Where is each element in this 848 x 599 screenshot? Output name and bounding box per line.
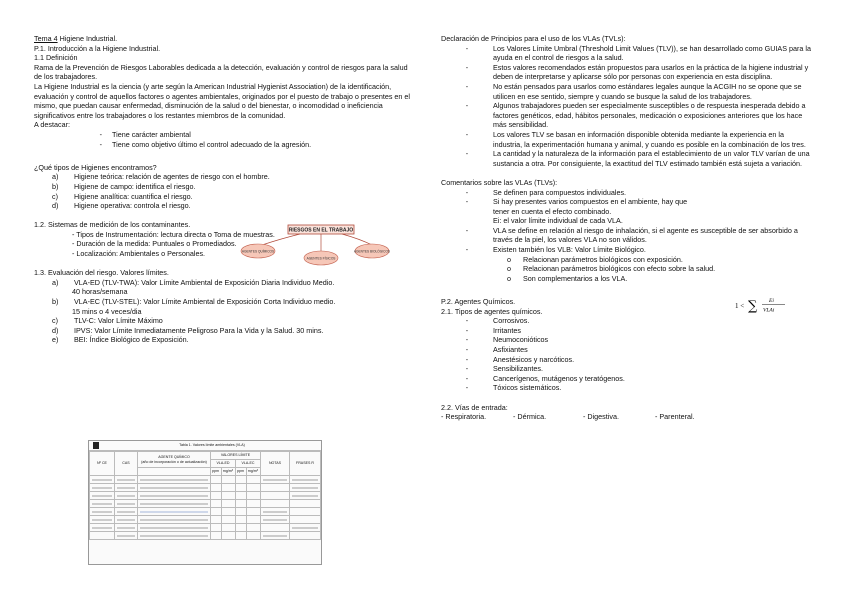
definition-1: Rama de la Prevención de Riesgos Laborables dedicada a la detección, evaluación y control de riesgos para la salud de los trabajadores. <box>34 62 408 82</box>
col-header: Nº CE <box>90 452 115 476</box>
hygiene-type-item: a) Higiene teórica: relación de agentes de riesgo con el hombre. <box>52 172 270 182</box>
col-header: FRASES R <box>290 452 321 476</box>
chemical-type-item: - Tóxicos sistemáticos. <box>465 383 562 393</box>
combined-effect-formula <box>735 293 795 317</box>
principle-item: - La cantidad y la naturaleza de la información para el establecimiento de un valor TLV varían de una sustancia a otra. Por consiguiente, la exactitud del TLV estimado también está sujeta a variación. <box>465 149 810 168</box>
limit-item: e) BEI: Índice Biológico de Exposición. <box>52 335 189 345</box>
principle-item: - Los Valores Límite Umbral (Threshold Limit Values (TLV)), se han desarrollado como GUIAS para la ayuda en el control de riesgos a la salud. <box>465 43 811 63</box>
limit-values-table <box>88 440 322 565</box>
col-header: mg/m³ <box>246 468 260 476</box>
col-header: ppm <box>211 468 222 476</box>
table-grid <box>89 451 321 540</box>
col-header: VALORES LÍMITE <box>211 452 261 460</box>
entry-route: - Respiratoria. <box>441 412 487 422</box>
section-p2: P.2. Agentes Químicos. <box>441 297 516 307</box>
col-header: AGENTE QUÍMICO (año de incorporación o de actualización) <box>138 452 211 468</box>
section-1-2: 1.2. Sistemas de medición de los contaminantes. <box>34 220 191 230</box>
definition-2: La Higiene Industrial es la ciencia (y arte según la American Industrial Hygienist Association) de la identificación, evaluación y control de aquellos factores o agentes ambientales, originados por el puesto de trabajo o presentes en el mismo, que puedan causar enfermedad, disminución de la salud o del bienestar, o incomodidad o ineficiencia significativos entre los trabajadores o los restantes miembros de la comunidad. <box>34 81 410 120</box>
table-row <box>90 532 321 540</box>
entry-route: - Dérmica. <box>513 412 547 422</box>
comment-item: - Se definen para compuestos individuales. <box>465 187 627 197</box>
principle-item: - No están pensados para usarlos como estándares legales aunque la ACGIH no se opone que se utilicen en ese sentido, siempre y cuando se busque la salud de los trabajadores. <box>465 81 802 101</box>
chemical-type-item: - Asfixiantes <box>465 345 528 354</box>
principle-item: - Algunos trabajadores pueden ser especialmente susceptibles o de respuesta inesperada debido a factores genéticos, edad, hábitos personales, medicación o exposiciones anteriores que los hace más sensibilidad. <box>465 101 806 130</box>
vlb-item: o Relacionan parámetros biológicos con efecto sobre la salud. <box>507 264 716 274</box>
hygiene-types-question: ¿Qué tipos de Higienes encontramos? <box>34 162 157 172</box>
limit-item-detail: 40 horas/semana <box>72 287 128 297</box>
table-row <box>90 476 321 484</box>
principle-item: - Los valores TLV se basan en información disponible obtenida mediante la experiencia en la industria, la experimentación humana y animal, y cuando es posible en la combinación de los tres. <box>465 129 806 149</box>
chemical-agents-label: AGENTES QUÍMICOS <box>241 249 275 254</box>
measurement-item: - Localización: Ambientales o Personales. <box>72 249 206 259</box>
biological-agents-label: AGENTES BIOLÓGICOS <box>353 249 390 254</box>
table-row <box>90 516 321 524</box>
vlb-item: o Relacionan parámetros biológicos con exposición. <box>507 254 683 264</box>
right-column <box>441 34 813 422</box>
topic-heading <box>34 34 410 44</box>
ei-definition: Ei: el valor límite individual de cada VLA. <box>493 216 623 226</box>
col-header: NOTAS <box>261 452 290 476</box>
diagram-title: RIESGOS EN EL TRABAJO <box>288 227 354 234</box>
highlight-label: A destacar: <box>34 120 70 130</box>
risk-diagram <box>240 223 390 269</box>
comment-item: - Si hay presentes varios compuestos en el ambiente, hay que tener en cuenta el efecto combinado. <box>465 197 688 216</box>
section-2-2: 2.2. Vías de entrada: <box>441 402 508 412</box>
entry-route: - Parenteral. <box>655 412 695 422</box>
principle-item: - Estos valores recomendados están propuestos para usarlos en la práctica de la higiene industrial y deben de interpretarse y aplicarse sólo por personas con experiencia en esta disciplina. <box>465 62 809 82</box>
col-header: CAS <box>115 452 138 476</box>
limit-item-detail: 15 mins o 4 veces/dia <box>72 306 142 316</box>
table-caption: Tabla 1. Valores límite ambientales (VLA) <box>179 443 245 448</box>
chemical-type-item: - Cancerígenos, mutágenos y teratógenos. <box>465 373 625 383</box>
section-p1: P.1. Introducción a la Higiene Industrial. <box>34 43 161 53</box>
highlight-item: - Tiene carácter ambiental <box>99 129 191 139</box>
principles-heading: Declaración de Principios para el uso de los VLAs (TVLs): <box>441 34 626 43</box>
comments-heading: Comentarios sobre las VLAs (TLVs): <box>441 177 558 187</box>
limit-item: d) IPVS: Valor Límite Inmediatamente Peligroso Para la Vida y la Salud. 30 mins. <box>52 325 324 335</box>
section-2-1: 2.1. Tipos de agentes químicos. <box>441 306 543 316</box>
chemical-type-item: - Neumoconióticos <box>465 335 549 345</box>
col-header: VLA-EC <box>235 460 260 468</box>
col-header: VLA-ED <box>211 460 236 468</box>
entry-routes <box>441 412 813 422</box>
comment-item: - Existen también los VLB: Valor Límite Biológico. <box>465 245 646 255</box>
table-row <box>90 484 321 492</box>
limit-item: c) TLV-C: Valor Límite Máximo <box>52 316 163 326</box>
table-row <box>90 492 321 500</box>
topic-label: Tema 4 <box>34 34 58 43</box>
formula-numerator: Ei <box>769 298 774 304</box>
hygiene-type-item: b) Higiene de campo: identifica el riesgo. <box>52 181 196 191</box>
highlight-item: - Tiene como objetivo último el control adecuado de la agresión. <box>99 139 312 149</box>
table-row <box>90 524 321 532</box>
chemical-type-item: - Corrosivos. <box>465 316 530 326</box>
limit-item: b) VLA-EC (TLV-STEL): Valor Límite Ambiental de Exposición Corta Individuo medio. <box>52 297 336 307</box>
chemical-type-item: - Irritantes <box>465 325 521 335</box>
table-row <box>90 508 321 516</box>
table-row <box>90 500 321 508</box>
sum-icon: ∑ <box>748 299 758 314</box>
formula-lhs: 1 < <box>735 302 745 310</box>
measurement-item: - Tipos de Instrumentación: lectura directa o Toma de muestras. <box>72 229 275 239</box>
hygiene-type-item: c) Higiene analítica: cuantifica el riesgo. <box>52 191 193 201</box>
entry-route: - Digestiva. <box>583 412 619 422</box>
physical-agents-label: AGENTES FÍSICOS <box>306 256 336 261</box>
vlb-item: o Son complementarios a los VLA. <box>507 273 628 283</box>
col-header: mg/m³ <box>221 468 235 476</box>
topic-title: Higiene Industrial. <box>57 34 118 43</box>
section-1-1: 1.1 Definición <box>34 53 78 63</box>
measurement-item: - Duración de la medida: Puntuales o Promediados. <box>72 239 237 249</box>
left-column <box>34 34 410 345</box>
section-1-3: 1.3. Evaluación del riesgo. Valores límites. <box>34 268 169 278</box>
col-header: ppm <box>235 468 246 476</box>
comment-item: - VLA se define en relación al riesgo de inhalación, si el agente es susceptible de ser absorbido a través de la piel, los valores VLA no son válidos. <box>465 225 798 245</box>
chemical-type-item: - Sensibilizantes. <box>465 364 543 374</box>
table-logo-icon <box>93 442 99 449</box>
limit-item: a) VLA-ED (TLV-TWA): Valor Límite Ambiental de Exposición Diaria Individuo Medio. <box>52 277 335 287</box>
formula-denominator: VLAi <box>763 307 775 314</box>
hygiene-type-item: d) Higiene operativa: controla el riesgo. <box>52 201 191 211</box>
chemical-type-item: - Anestésicos y narcóticos. <box>465 354 575 364</box>
